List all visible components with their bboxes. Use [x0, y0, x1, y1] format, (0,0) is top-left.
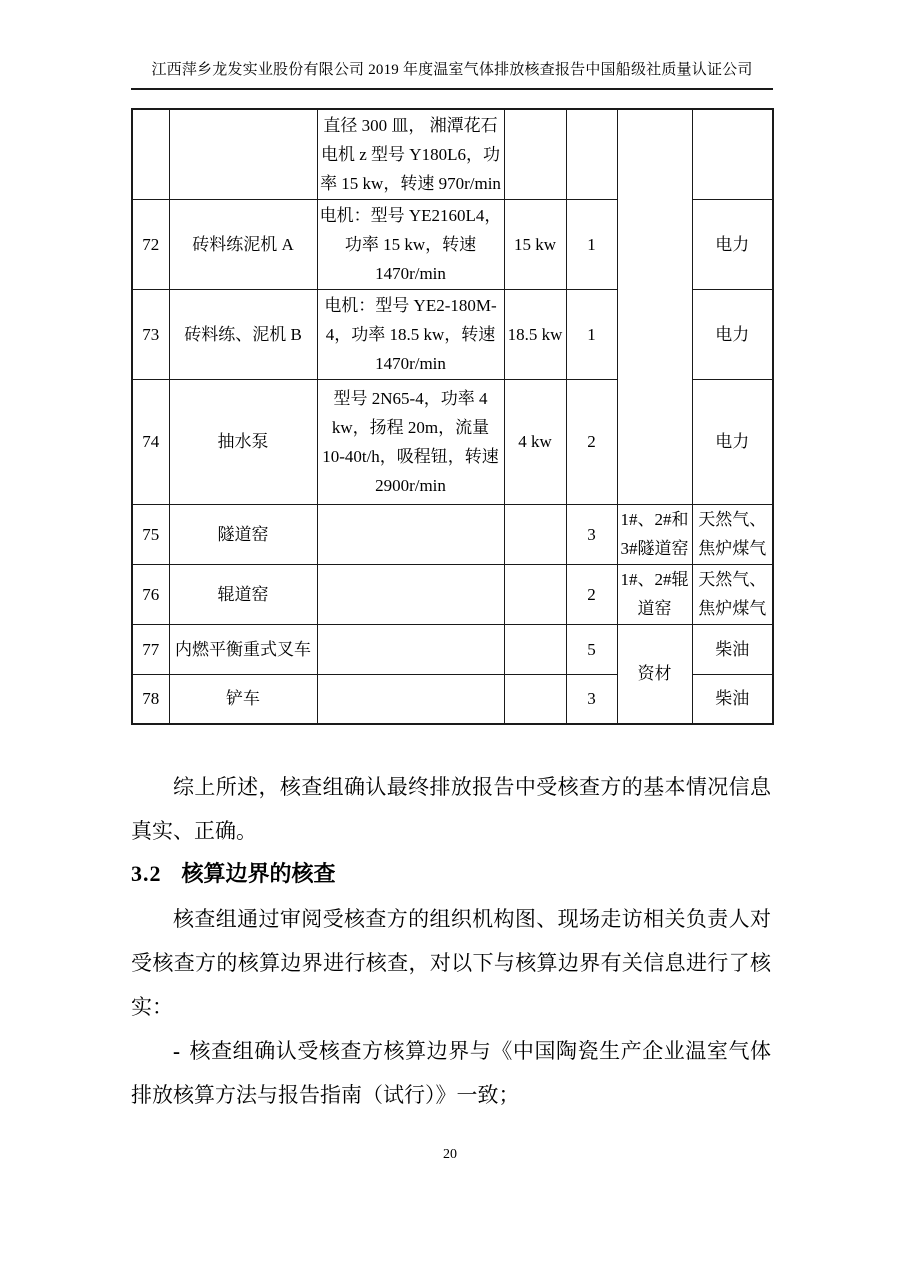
cell-spec: 型号 2N65-4，功率 4 kw，扬程 20m，流量 10-40t/h，吸程钮，转速 2900r/min	[317, 379, 504, 504]
section-number: 3.2	[131, 861, 162, 886]
cell-quantity: 1	[566, 199, 617, 289]
cell-power: 15 kw	[504, 199, 566, 289]
cell-fuel-type: 柴油	[692, 624, 773, 674]
cell-spec	[317, 504, 504, 564]
cell-equipment-name: 砖料练泥机 A	[169, 199, 317, 289]
cell-quantity: 2	[566, 564, 617, 624]
cell-equipment-name: 隧道窑	[169, 504, 317, 564]
table-row-continued	[132, 109, 773, 199]
boundary-paragraph: 核查组通过审阅受核查方的组织机构图、现场走访相关负责人对受核查方的核算边界进行核查，对以下与核算边界有关信息进行了核实：	[131, 907, 771, 1019]
cell-equipment-name: 抽水泵	[169, 379, 317, 504]
cell-spec	[317, 564, 504, 624]
cell-power	[504, 564, 566, 624]
cell-serial: 74	[132, 379, 169, 504]
cell-power	[504, 109, 566, 199]
table-row-76	[132, 564, 773, 624]
cell-serial: 73	[132, 289, 169, 379]
cell-quantity	[566, 109, 617, 199]
cell-power	[504, 624, 566, 674]
cell-quantity: 2	[566, 379, 617, 504]
table-row-75	[132, 504, 773, 564]
document-page	[131, 0, 773, 1117]
cell-spec: 直径 300 皿， 湘潭花石电机 z 型号 Y180L6，功率 15 kw，转速 970r/min	[317, 109, 504, 199]
cell-power	[504, 674, 566, 724]
equipment-table	[131, 108, 774, 725]
section-title: 核算边界的核查	[181, 861, 336, 886]
cell-serial: 77	[132, 624, 169, 674]
cell-quantity: 3	[566, 674, 617, 724]
cell-equipment-name: 内燃平衡重式叉车	[169, 624, 317, 674]
cell-fuel-type: 电力	[692, 379, 773, 504]
cell-fuel-type: 电力	[692, 199, 773, 289]
cell-fuel-type: 电力	[692, 289, 773, 379]
bullet-item	[131, 1029, 771, 1117]
cell-unit-name: 1#、2#辊道窑	[617, 564, 692, 624]
cell-serial: 72	[132, 199, 169, 289]
cell-equipment-name: 铲车	[169, 674, 317, 724]
page-number: 20	[443, 1147, 457, 1162]
cell-spec	[317, 624, 504, 674]
cell-serial: 78	[132, 674, 169, 724]
section-heading	[131, 859, 773, 889]
cell-spec: 电机：型号 YE2-180M-4，功率 18.5 kw，转速 1470r/min	[317, 289, 504, 379]
cell-power: 18.5 kw	[504, 289, 566, 379]
bullet-dash: -	[173, 1039, 180, 1063]
cell-equipment-name: 砖料练、泥机 B	[169, 289, 317, 379]
cell-equipment-name: 辊道窑	[169, 564, 317, 624]
cell-spec	[317, 674, 504, 724]
cell-power: 4 kw	[504, 379, 566, 504]
table-row-77	[132, 624, 773, 674]
cell-serial	[132, 109, 169, 199]
cell-unit-name: 1#、2#和3#隧道窑	[617, 504, 692, 564]
cell-quantity: 5	[566, 624, 617, 674]
cell-fuel-type: 柴油	[692, 674, 773, 724]
cell-unit-name-merged	[617, 109, 692, 504]
cell-serial: 76	[132, 564, 169, 624]
document-header-title: 江西萍乡龙发实业股份有限公司 2019 年度温室气体排放核查报告中国船级社质量认证公司	[131, 0, 773, 90]
cell-serial: 75	[132, 504, 169, 564]
cell-equipment-name	[169, 109, 317, 199]
cell-fuel-type: 天然气、焦炉煤气	[692, 564, 773, 624]
cell-quantity: 1	[566, 289, 617, 379]
summary-paragraph: 综上所述，核查组确认最终排放报告中受核查方的基本情况信息真实、正确。	[131, 775, 771, 843]
bullet-text: 核查组确认受核查方核算边界与《中国陶瓷生产企业温室气体排放核算方法与报告指南（试行）》一致；	[131, 1039, 771, 1107]
cell-fuel-type: 天然气、焦炉煤气	[692, 504, 773, 564]
cell-power	[504, 504, 566, 564]
cell-unit-name-merged: 资材	[617, 624, 692, 724]
cell-quantity: 3	[566, 504, 617, 564]
cell-fuel-type	[692, 109, 773, 199]
cell-spec: 电机：型号 YE2160L4，功率 15 kw，转速 1470r/min	[317, 199, 504, 289]
